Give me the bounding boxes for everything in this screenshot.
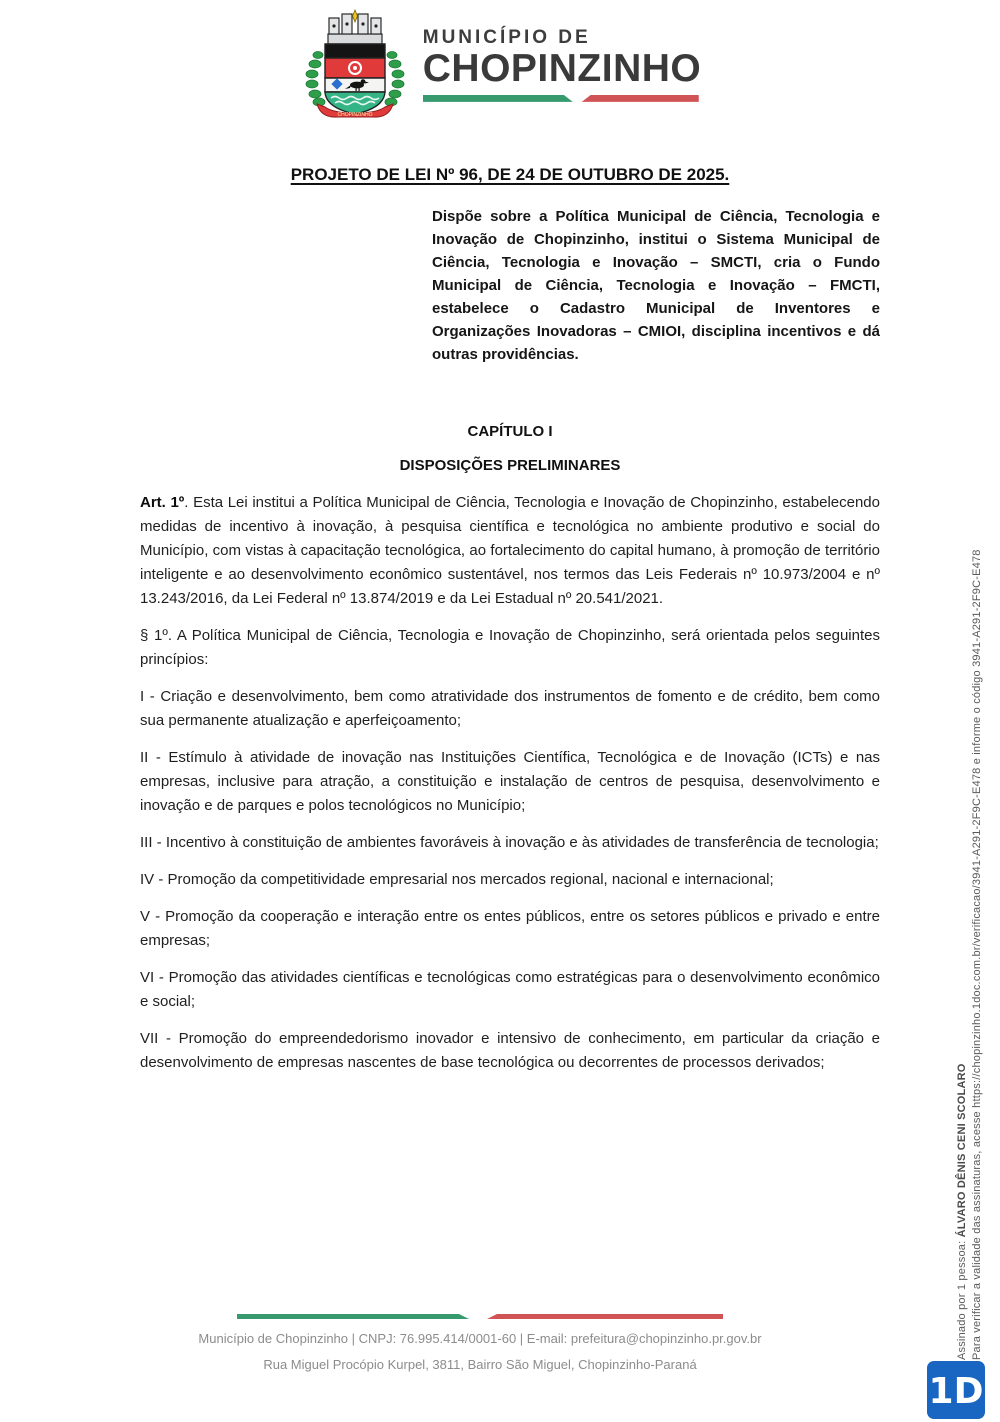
brand-stripe: [423, 95, 702, 102]
article-1-label: Art. 1º: [140, 494, 185, 511]
footer-contact: Município de Chopinzinho | CNPJ: 76.995.414/0001-60 | E-mail: prefeitura@chopinzinho.pr.gov.br: [198, 1331, 762, 1346]
signature-line-signers: [956, 442, 968, 1360]
paragraph-1: § 1º. A Política Municipal de Ciência, Tecnologia e Inovação de Chopinzinho, será orientada pelos seguintes princípios:: [140, 627, 880, 668]
item-II: II - Estímulo à atividade de inovação nas Instituições Científica, Tecnológica e de Inovação (ICTs) e nas empresas, inclusive para atração, a constituição e instalação de centros de pesquisa, desenvolvimento e inovação e de parques e polos tecnológicos no Município;: [140, 749, 880, 814]
article-1-text: . Esta Lei institui a Política Municipal de Ciência, Tecnologia e Inovação de Chopinzinho, estabelecendo medidas de incentivo à inovação, à pesquisa científica e tecnológica no ambiente produtivo e social do Município, com vistas à capacitação tecnológica, ao fortalecimento do capital humano, à promoção de território inteligente e ao desenvolvimento econômico sustentável, nos termos das Leis Federais nº 10.973/2004 e nº 13.243/2016, da Lei Federal nº 13.874/2019 e da Lei Estadual nº 20.541/2021.: [140, 494, 880, 607]
item-I: I - Criação e desenvolvimento, bem como atratividade dos instrumentos de fomento e de crédito, bem como sua permanente atualização e aperfeiçoamento;: [140, 688, 880, 729]
item-IV: IV - Promoção da competitividade empresarial nos mercados regional, nacional e internacional;: [140, 871, 774, 888]
article-1: [140, 491, 880, 611]
law-summary: Dispõe sobre a Política Municipal de Ciência, Tecnologia e Inovação de Chopinzinho, institui o Sistema Municipal de Ciência, Tecnologia e Inovação – SMCTI, cria o Fundo Municipal de Ciência, Tecnologia e Inovação – FMCTI, estabelece o Cadastro Municipal de Inventores e Organizações Inovadoras – CMIOI, disciplina incentivos e dá outras providências.: [432, 208, 880, 363]
chapter-title: DISPOSIÇÕES PRELIMINARES: [399, 457, 621, 474]
coat-of-arms-icon: [299, 6, 411, 129]
signature-line-verify: Para verificar a validade das assinaturas, acesse https://chopinzinho.1doc.com.br/verificacao/3941-A291-2F9C-E478 e informe o código 3941-A291-2F9C-E478: [971, 549, 983, 1360]
onedoc-logo-icon: [927, 1361, 985, 1419]
item-III: III - Incentivo à constituição de ambientes favoráveis à inovação e às atividades de transferência de tecnologia;: [140, 834, 879, 851]
footer-stripe: [0, 1314, 960, 1319]
brand-prefix: MUNICÍPIO DE: [422, 27, 591, 48]
chapter-number: CAPÍTULO I: [467, 423, 553, 440]
brand-name: CHOPINZINHO: [422, 46, 702, 90]
footer: [0, 1314, 960, 1372]
header-stripe-green: [423, 95, 573, 102]
item-V: V - Promoção da cooperação e interação entre os entes públicos, entre os setores públicos e privado e entre empresas;: [140, 908, 880, 949]
footer-address: Rua Miguel Procópio Kurpel, 3811, Bairro São Miguel, Chopinzinho-Paraná: [263, 1357, 697, 1372]
header-stripe-red: [582, 95, 699, 102]
brand-text: [423, 6, 702, 102]
document-body: [140, 163, 880, 1075]
signature-strip: [953, 442, 986, 1360]
svg-text:1D: 1D: [928, 1371, 984, 1412]
law-title: PROJETO DE LEI Nº 96, DE 24 DE OUTUBRO DE 2025.: [290, 165, 730, 184]
crest-motto-text: CHOPINZINHO: [337, 112, 373, 118]
item-VI: VI - Promoção das atividades científicas e tecnológicas como estratégicas para o desenvolvimento econômico e social;: [140, 969, 880, 1010]
footer-stripe-red: [487, 1314, 723, 1319]
signature-prefix: Assinado por 1 pessoa:: [956, 1240, 968, 1360]
signer-name: ÁLVARO DÊNIS CENI SCOLARO: [956, 1063, 968, 1238]
header: [0, 0, 1000, 129]
footer-stripe-green: [237, 1314, 469, 1319]
item-VII: VII - Promoção do empreendedorismo inovador e intensivo de conhecimento, em particular da criação e desenvolvimento de empresas nascentes de base tecnológica ou decorrentes de processos derivados;: [140, 1030, 880, 1071]
